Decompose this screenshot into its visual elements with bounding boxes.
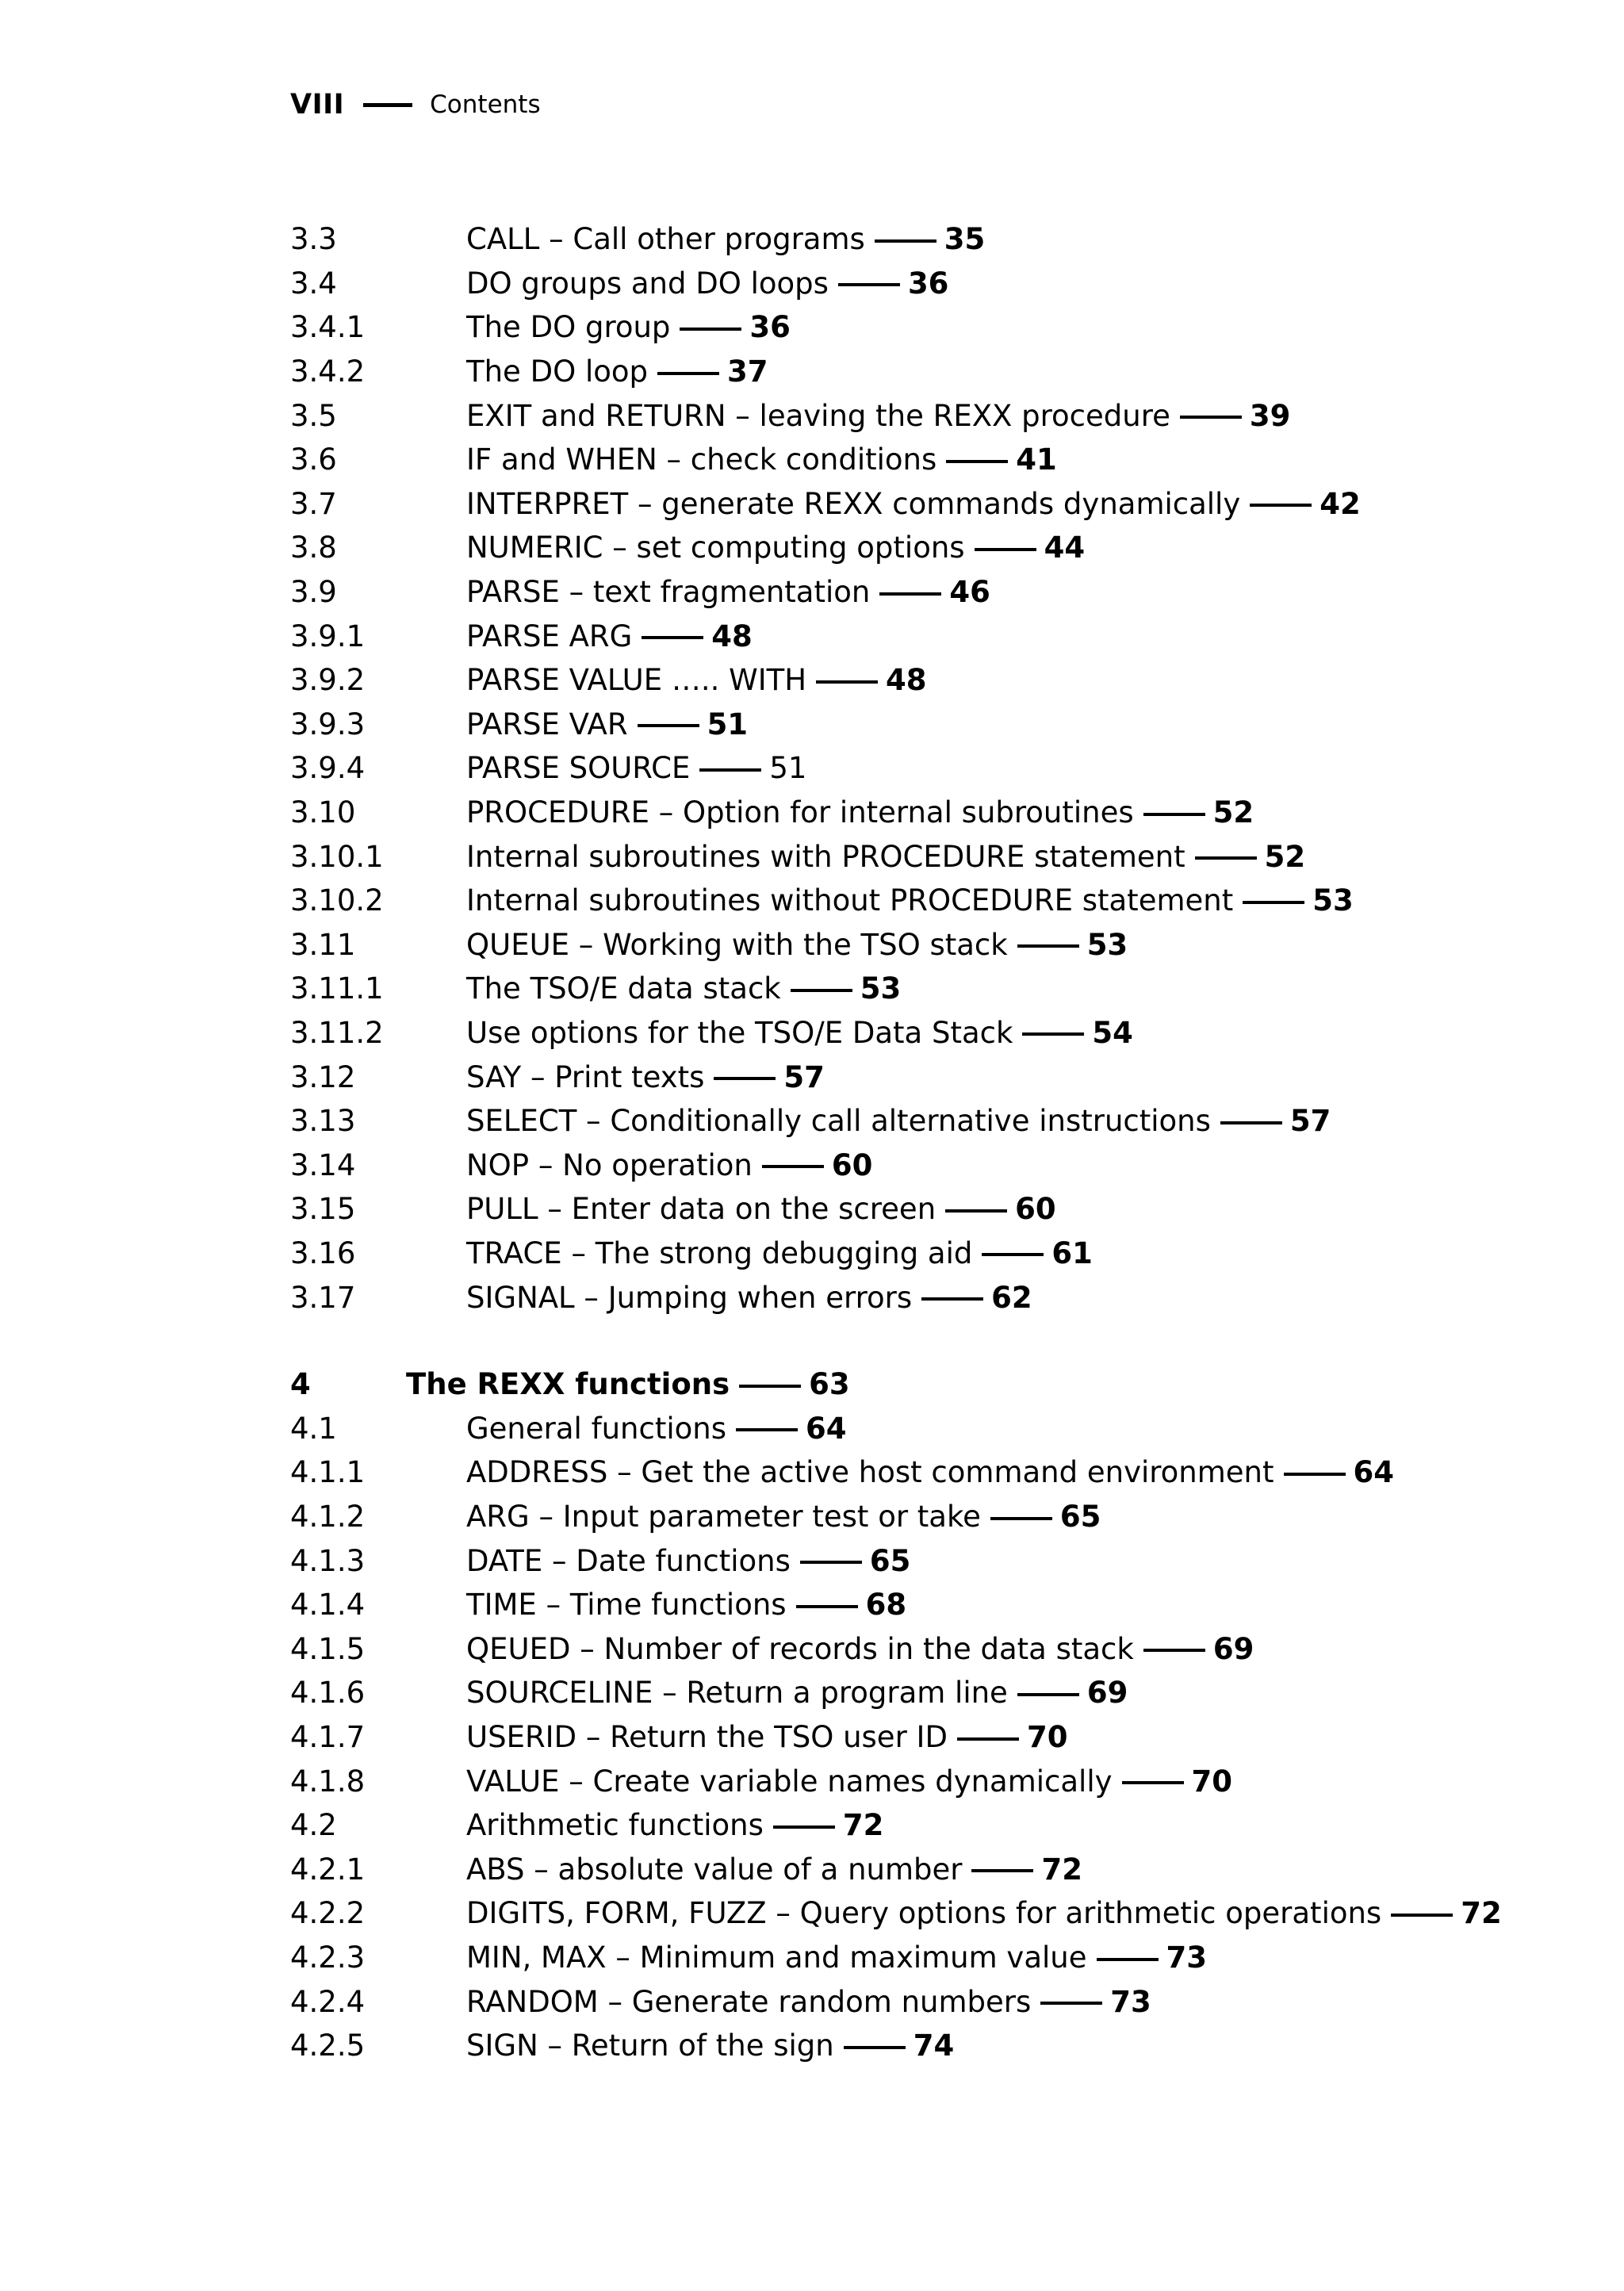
toc-entry[interactable] [290,658,1361,703]
toc-entry-number: 3.9.2 [290,663,366,698]
toc-entry-title: PARSE – text fragmentation [466,575,871,610]
toc-entry-title: CALL – Call other programs [466,222,865,257]
toc-entry-number: 4.1.5 [290,1631,366,1666]
toc-entry-number: 3.9.1 [290,619,366,653]
toc-entry-page: 44 [1044,531,1086,565]
toc-leader-rule [796,1605,858,1608]
toc-entry-number: 3.6 [290,442,337,477]
toc-leader-rule [838,283,900,286]
toc-leader-rule [773,1826,835,1829]
toc-entry-number: 4.1 [290,1411,337,1446]
toc-leader-rule [1040,2002,1102,2005]
toc-entry-page: 72 [1041,1852,1082,1887]
toc-entry-page: 35 [944,222,986,257]
toc-entry[interactable] [290,482,1361,527]
toc-entry-title: NUMERIC – set computing options [466,531,965,565]
toc-entry[interactable] [290,217,1361,262]
toc-entry-number: 4.1.3 [290,1543,366,1578]
toc-entry[interactable] [290,305,1361,350]
toc-leader-rule [1391,1914,1453,1917]
toc-entry-page: 42 [1320,486,1361,521]
toc-entry-page: 65 [1059,1500,1101,1534]
toc-entry-page: 52 [1264,839,1306,874]
toc-entry-page: 60 [831,1147,873,1182]
toc-leader-rule [1017,1693,1079,1696]
toc-entry-page: 51 [707,707,749,741]
toc-entry-number: 4.1.8 [290,1764,366,1799]
toc-entry-number: 3.9 [290,575,337,610]
toc-entry-title: General functions [466,1411,726,1446]
toc-entry-number: 3.11 [290,927,356,962]
toc-entry[interactable] [290,1232,1361,1276]
toc-entry-page: 70 [1191,1764,1233,1799]
toc-entry-title: RANDOM – Generate random numbers [466,1984,1032,2019]
toc-leader-rule [990,1517,1052,1520]
toc-entry[interactable] [290,1803,1502,1848]
toc-entry[interactable] [290,879,1361,923]
toc-entry-page: 37 [727,354,768,389]
toc-entry-number: 4.1.4 [290,1588,366,1622]
toc-entry-title: IF and WHEN – check conditions [466,442,937,477]
toc-entry-number: 4.2.3 [290,1940,366,1975]
toc-entry-title: Use options for the TSO/E Data Stack [466,1015,1013,1050]
toc-entry-number: 4.2 [290,1808,337,1843]
toc-entry-number: 3.10.1 [290,839,384,874]
toc-entry-number: 3.12 [290,1059,356,1094]
toc-entry-title: The DO loop [466,354,648,389]
toc-entry-title: MIN, MAX – Minimum and maximum value [466,1940,1087,1975]
toc-leader-rule [638,724,699,727]
toc-entry-title: NOP – No operation [466,1147,753,1182]
toc-entry-number: 3.3 [290,222,337,257]
toc-leader-rule [1122,1781,1184,1784]
toc-entry-title: ADDRESS – Get the active host command environment [466,1455,1274,1490]
toc-entry-title: Internal subroutines with PROCEDURE statement [466,839,1185,874]
toc-entry-title: USERID – Return the TSO user ID [466,1720,948,1755]
toc-leader-rule [816,680,878,684]
toc-entry-number: 3.4.2 [290,354,366,389]
toc-entry[interactable] [290,393,1361,438]
toc-entry-title: SOURCELINE – Return a program line [466,1676,1008,1711]
toc-leader-rule [844,2046,906,2049]
running-header [290,89,541,121]
toc-entry-page: 63 [809,1367,850,1402]
toc-entry-page: 57 [1289,1104,1331,1139]
toc-entry[interactable] [290,570,1361,615]
toc-leader-rule [642,636,703,639]
toc-entry[interactable] [290,1450,1502,1495]
toc-entry-title: PARSE SOURCE [466,751,691,786]
toc-entry-page: 53 [1312,883,1354,918]
toc-entry-number: 4.1.6 [290,1676,366,1711]
toc-entry[interactable] [290,1891,1502,1936]
toc-entry-number: 3.9.3 [290,707,366,741]
toc-leader-rule [982,1253,1044,1256]
toc-entry-number: 3.9.4 [290,751,366,786]
toc-entry-number: 4.1.2 [290,1500,366,1534]
toc-entry-number: 3.4 [290,266,337,301]
toc-entry-number: 4.1.7 [290,1720,366,1755]
toc-entry-title: EXIT and RETURN – leaving the REXX procedure [466,398,1170,433]
toc-entry-page: 68 [865,1588,907,1622]
toc-entry[interactable] [290,1936,1502,1980]
toc-entry-page: 48 [886,663,927,698]
toc-entry-title: ARG – Input parameter test or take [466,1500,981,1534]
toc-entry-number: 3.5 [290,398,337,433]
toc-entry-page: 70 [1026,1720,1068,1755]
toc-leader-rule [699,768,761,772]
toc-list-chapter-4 [290,1362,1502,2068]
toc-entry-title: SAY – Print texts [466,1059,705,1094]
toc-entry-number: 3.4.1 [290,310,366,345]
toc-entry-number: 4.2.2 [290,1896,366,1931]
toc-entry-number: 3.10.2 [290,883,384,918]
toc-leader-rule [945,1209,1007,1213]
toc-entry[interactable] [290,1715,1502,1760]
toc-entry[interactable] [290,1407,1502,1451]
toc-entry-page: 39 [1249,398,1291,433]
toc-leader-rule [1250,504,1312,507]
toc-entry-number: 3.8 [290,531,337,565]
toc-entry-page: 65 [869,1543,911,1578]
toc-entry-title: SIGNAL – Jumping when errors [466,1280,913,1315]
toc-leader-rule [739,1385,801,1388]
toc-entry[interactable] [290,923,1361,967]
toc-entry[interactable] [290,1538,1502,1583]
toc-leader-rule [957,1737,1019,1741]
toc-entry-title: INTERPRET – generate REXX commands dynamically [466,486,1241,521]
toc-entry-page: 52 [1212,795,1254,830]
toc-leader-rule [680,328,741,331]
toc-leader-rule [1195,856,1257,860]
toc-entry-title: The TSO/E data stack [466,971,781,1006]
toc-leader-rule [657,372,719,375]
toc-entry[interactable] [290,1362,1502,1407]
toc-entry-title: Internal subroutines without PROCEDURE statement [466,883,1234,918]
toc-entry-title: The REXX functions [406,1367,730,1402]
toc-leader-rule [1243,901,1304,904]
toc-leader-rule [762,1165,824,1168]
toc-leader-rule [1017,944,1079,948]
toc-entry[interactable] [290,703,1361,747]
toc-leader-rule [975,548,1036,551]
toc-entry-title: Arithmetic functions [466,1808,764,1843]
toc-entry-title: QUEUE – Working with the TSO stack [466,927,1008,962]
toc-entry-page: 69 [1212,1631,1254,1666]
toc-entry[interactable] [290,526,1361,570]
toc-entry-page: 69 [1086,1676,1128,1711]
toc-entry-number: 4.2.4 [290,1984,366,2019]
toc-leader-rule [1180,416,1242,419]
toc-entry-title: ABS – absolute value of a number [466,1852,963,1887]
toc-entry[interactable] [290,1495,1502,1539]
toc-entry-title: PULL – Enter data on the screen [466,1192,936,1227]
toc-entry-page: 57 [783,1059,825,1094]
toc-entry[interactable] [290,1055,1361,1099]
toc-entry-title: TIME – Time functions [466,1588,787,1622]
toc-entry-number: 4.2.5 [290,2029,366,2063]
toc-leader-rule [971,1869,1033,1872]
toc-entry-page: 60 [1015,1192,1056,1227]
toc-entry-page: 53 [860,971,902,1006]
toc-leader-rule [736,1428,798,1431]
toc-entry[interactable] [290,1187,1361,1232]
toc-entry[interactable] [290,1759,1502,1803]
toc-leader-rule [1097,1958,1159,1961]
toc-entry-title: PARSE VALUE ….. WITH [466,663,807,698]
toc-entry[interactable] [290,2024,1502,2068]
toc-entry[interactable] [290,1011,1361,1055]
toc-entry-page: 64 [1353,1455,1394,1490]
toc-entry[interactable] [290,1671,1502,1715]
toc-entry-title: SIGN – Return of the sign [466,2029,834,2063]
toc-entry-page: 36 [907,266,949,301]
toc-entry-title: DIGITS, FORM, FUZZ – Query options for arithmetic operations [466,1896,1382,1931]
toc-entry-page: 73 [1110,1984,1151,2019]
toc-entry-title: PARSE VAR [466,707,628,741]
toc-entry-number: 3.11.2 [290,1015,384,1050]
toc-leader-rule [1284,1473,1346,1476]
toc-leader-rule [875,239,936,243]
toc-leader-rule [714,1077,776,1080]
toc-entry[interactable] [290,350,1361,394]
header-rule [363,103,412,107]
toc-entry-page: 48 [711,619,753,653]
toc-entry[interactable] [290,1627,1502,1672]
toc-entry-title: SELECT – Conditionally call alternative instructions [466,1104,1211,1139]
toc-entry[interactable] [290,791,1361,835]
toc-list-chapter-3 [290,217,1361,1320]
toc-entry-title: VALUE – Create variable names dynamically [466,1764,1113,1799]
toc-entry-page: 64 [806,1411,847,1446]
toc-entry-number: 4 [290,1367,311,1402]
toc-entry[interactable] [290,1979,1502,2024]
page-number: VIII [290,89,345,121]
toc-entry[interactable] [290,1275,1361,1320]
toc-entry-page: 51 [769,751,807,786]
toc-entry-title: PARSE ARG [466,619,633,653]
toc-entry-title: TRACE – The strong debugging aid [466,1236,973,1270]
toc-entry-page: 41 [1016,442,1057,477]
toc-leader-rule [791,989,852,992]
toc-leader-rule [1143,813,1205,816]
toc-leader-rule [800,1561,862,1564]
toc-entry[interactable] [290,614,1361,658]
toc-entry-page: 73 [1166,1940,1207,1975]
toc-entry-number: 3.14 [290,1147,356,1182]
toc-entry-page: 72 [842,1808,884,1843]
toc-leader-rule [946,460,1008,463]
toc-entry-number: 3.16 [290,1236,356,1270]
toc-entry-page: 72 [1461,1896,1502,1931]
toc-entry-number: 4.1.1 [290,1455,366,1490]
toc-entry-number: 3.13 [290,1104,356,1139]
toc-entry[interactable] [290,438,1361,482]
toc-leader-rule [879,592,941,596]
toc-entry[interactable] [290,1143,1361,1187]
header-title: Contents [430,90,541,119]
toc-entry-title: PROCEDURE – Option for internal subroutines [466,795,1134,830]
toc-entry-page: 74 [913,2029,955,2063]
toc-entry-page: 61 [1051,1236,1093,1270]
toc-leader-rule [1143,1649,1205,1652]
toc-leader-rule [1220,1121,1282,1124]
toc-leader-rule [1022,1032,1084,1036]
toc-entry-page: 62 [991,1280,1032,1315]
toc-entry-page: 46 [949,575,990,610]
toc-entry[interactable] [290,1848,1502,1892]
toc-entry[interactable] [290,967,1361,1011]
toc-entry-page: 53 [1086,927,1128,962]
toc-entry[interactable] [290,1583,1502,1627]
toc-entry-page: 36 [749,310,791,345]
toc-entry[interactable] [290,834,1361,879]
toc-entry-title: The DO group [466,310,671,345]
toc-entry-title: DO groups and DO loops [466,266,829,301]
toc-entry[interactable] [290,262,1361,306]
toc-entry-number: 3.11.1 [290,971,384,1006]
toc-entry-title: DATE – Date functions [466,1543,791,1578]
toc-entry-page: 54 [1092,1015,1133,1050]
toc-entry-number: 3.7 [290,486,337,521]
toc-entry[interactable] [290,1099,1361,1144]
toc-entry-number: 4.2.1 [290,1852,366,1887]
toc-entry[interactable] [290,746,1361,791]
toc-entry-title: QEUED – Number of records in the data stack [466,1631,1134,1666]
toc-entry-number: 3.17 [290,1280,356,1315]
toc-entry-number: 3.15 [290,1192,356,1227]
toc-entry-number: 3.10 [290,795,356,830]
toc-leader-rule [921,1297,983,1301]
